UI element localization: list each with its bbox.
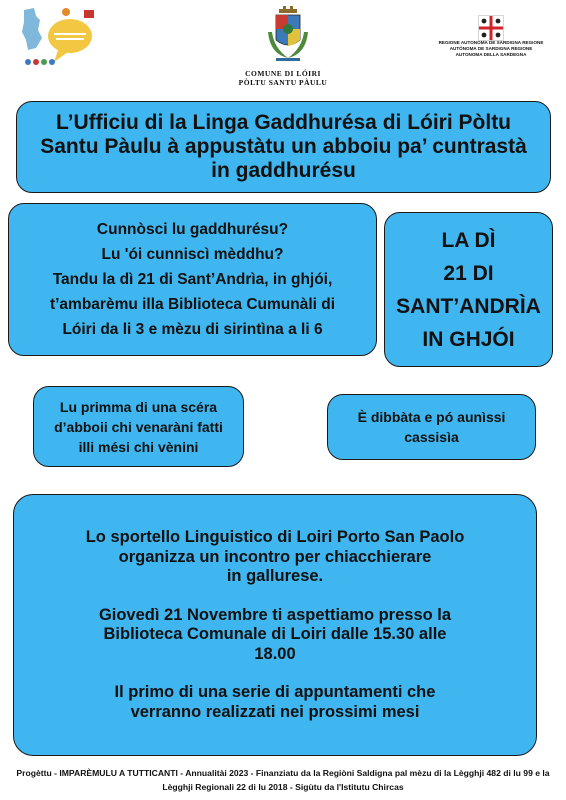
italian-line: organizza un incontro per chiacchierare: [118, 547, 432, 566]
free-entry-line: È dibbàta e pó aunìssi: [357, 409, 506, 425]
date-line: SANT’ANDRÌA: [396, 294, 541, 318]
italian-line: 18.00: [254, 644, 296, 663]
question-line: Tandu la dì 21 di Sant’Andrìa, in ghjói,: [52, 271, 333, 288]
series-box: [33, 386, 244, 467]
question-line: Cunnòsci lu gaddhurésu?: [96, 221, 289, 238]
municipal-crest-icon: [262, 4, 314, 68]
italian-line: Il primo di una serie di appuntamenti che: [114, 683, 436, 701]
region-line: REGIONE AUTONOMA DELLA SARDEGNA: [455, 46, 533, 57]
italian-line: Lo sportello Linguistico di Loiri Porto San Paolo: [85, 528, 465, 546]
question-line: Lu 'ói cunniscì mèddhu?: [101, 246, 284, 263]
question-box: [8, 203, 377, 356]
sardinia-flag-icon: [478, 15, 504, 41]
italian-translation-box: [13, 494, 537, 756]
italian-line: Giovedì 21 Novembre ti aspettiamo presso la: [98, 605, 452, 624]
italian-line: in gallurese.: [226, 567, 324, 585]
comune-line: PÒLTU SANTU PÀULU: [238, 78, 328, 87]
title-box: [16, 101, 551, 193]
title-line: L’Ufficiu di la Linga Gaddhurésa di Lóiri Pòltu: [55, 111, 512, 134]
footer-credits: [6, 766, 560, 794]
question-line: Lóiri da li 3 e mèzu di sirintìna a li 6: [62, 321, 323, 338]
date-line: LA DÌ: [441, 228, 496, 252]
comune-line: COMUNE DI LÓIRI: [245, 69, 321, 78]
free-entry-line: cassisìa: [404, 429, 459, 445]
italian-line: Biblioteca Comunale di Loiri dalle 15.30 alle: [103, 625, 447, 643]
footer-line: Progèttu - IMPARÈMULU A TUTTICANTI - Annualitài 2023 - Finanziatu da la Regiòni Saldigna pal mèzu di la Lègghji: [16, 768, 485, 778]
title-line: Santu Pàulu à appustàtu un abboiu pa’ cuntrastà: [40, 135, 527, 158]
series-line: illi mési chi vènini: [78, 438, 199, 455]
sportello-linguistico-logo-icon: [18, 6, 98, 70]
region-names: [436, 40, 546, 58]
title-line: in gaddhurésu: [211, 159, 356, 182]
region-line: REGIONE AUTONOMA DE SARDIGNA: [438, 40, 521, 45]
comune-name: [200, 69, 366, 87]
date-line: IN GHJÓI: [422, 327, 515, 351]
question-line: t’ambarèmu illa Biblioteca Cumunàli di: [49, 296, 336, 313]
free-entry-box: [327, 394, 536, 460]
series-line: Lu primma di una scéra: [59, 398, 218, 415]
date-box: [384, 212, 553, 367]
date-line: 21 DI: [443, 261, 494, 285]
footer-line: 482 di lu 99 e la Lègghji Regionali 22 di lu 2018 - Sigùtu da l'Istitutu Chircas: [162, 768, 550, 792]
series-line: d’abboii chi venaràni fatti: [54, 418, 223, 435]
italian-line: verranno realizzati nei prossimi mesi: [130, 702, 420, 721]
region-line: REGIONE AUTÒNOMA DE SARDIGNA: [449, 40, 544, 51]
